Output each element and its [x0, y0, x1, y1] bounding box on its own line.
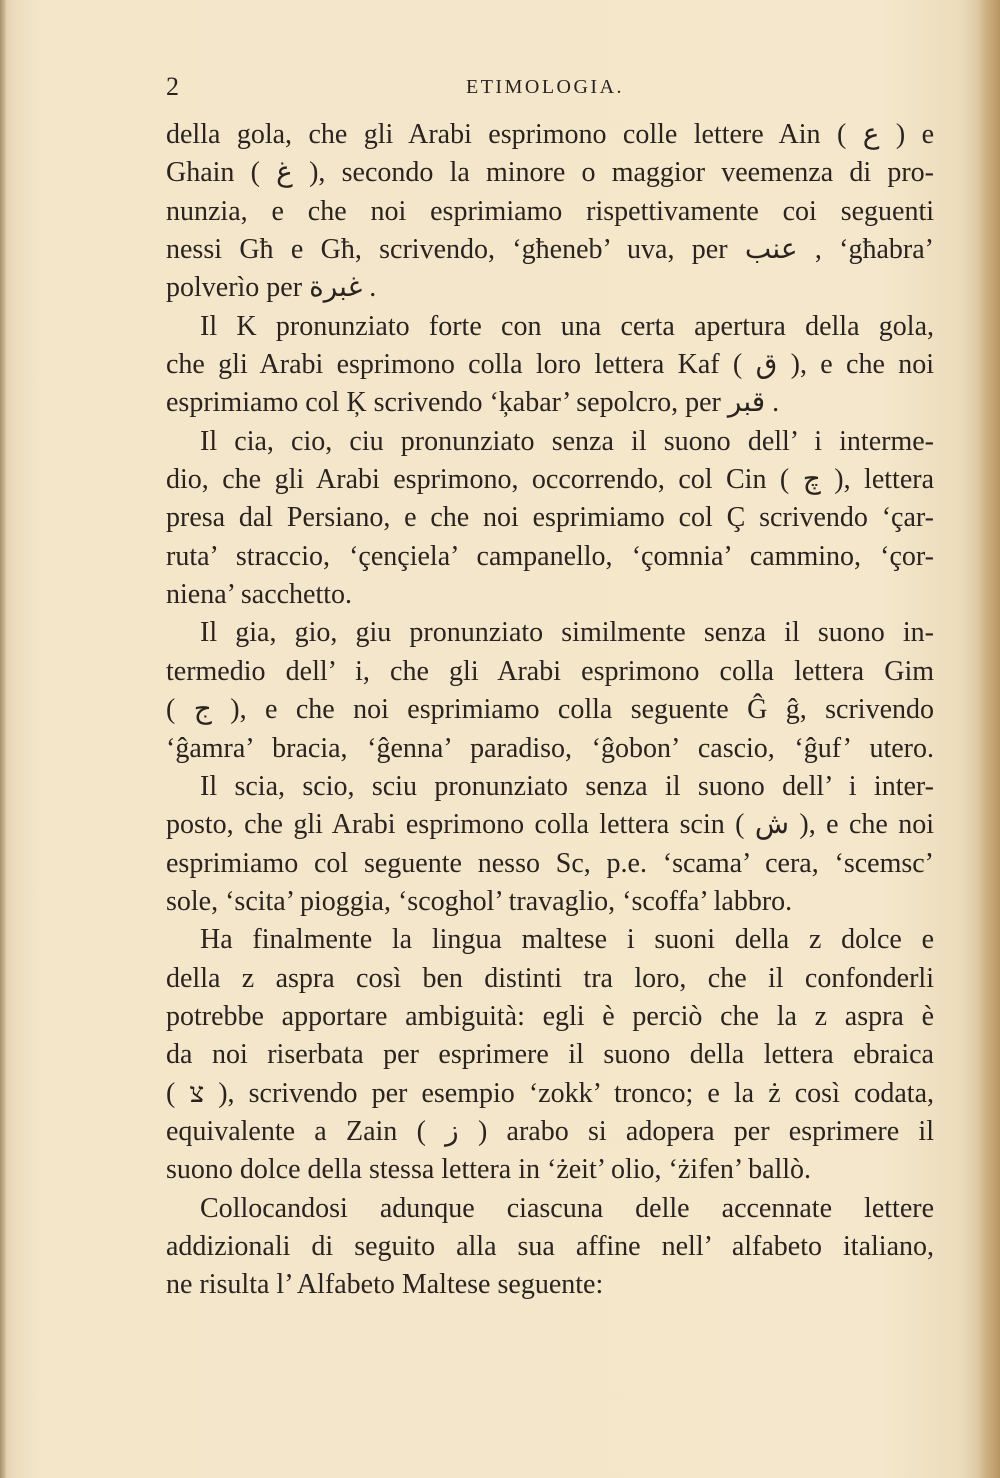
text-line: termedio dell’ i, che gli Arabi esprimono colla lettera Gim — [166, 655, 934, 687]
text-line: equivalente a Zain ( ز ) arabo si adopera per esprimere il — [166, 1115, 934, 1147]
page-edge-left — [0, 0, 6, 1478]
text-line: ruta’ straccio, ‘çençiela’ campanello, ‘çomnia’ cammino, ‘çor- — [166, 540, 934, 572]
text-line: suono dolce della stessa lettera in ‘żeit’ olio, ‘żifen’ ballò. — [166, 1154, 812, 1186]
body-text — [166, 116, 934, 1305]
text-line: dio, che gli Arabi esprimono, occorrendo, col Cin ( چ ), lettera — [166, 464, 934, 496]
text-line: che gli Arabi esprimono colla loro lettera Kaf ( ق ), e che noi — [166, 349, 935, 381]
page-header — [166, 72, 934, 108]
text-line: Il K pronunziato forte con una certa apertura della gola, — [200, 310, 934, 342]
text-line: Il scia, scio, sciu pronunziato senza il suono dell’ i inter- — [200, 770, 934, 802]
text-line: da noi riserbata per esprimere il suono della lettera ebraica — [166, 1039, 934, 1071]
running-head: ETIMOLOGIA. — [466, 76, 625, 98]
text-line: nunzia, e che noi esprimiamo rispettivamente coi seguenti — [166, 195, 934, 227]
text-line: ( צ ), scrivendo per esempio ‘zokk’ tronco; e la ż così codata, — [166, 1077, 935, 1109]
text-line: Il cia, cio, ciu pronunziato senza il suono dell’ i interme- — [200, 425, 934, 457]
text-line: addizionali di seguito alla sua affine nell’ alfabeto italiano, — [166, 1230, 934, 1262]
text-line: ne risulta l’ Alfabeto Maltese seguente: — [166, 1269, 604, 1301]
page-number: 2 — [166, 72, 179, 101]
text-line: sole, ‘scita’ pioggia, ‘scoghol’ travaglio, ‘scoffa’ labbro. — [166, 885, 793, 917]
page-edge-right — [978, 0, 1000, 1478]
text-line: posto, che gli Arabi esprimono colla lettera scin ( ش ), e che noi — [166, 809, 934, 841]
text-line: polverìo per غبرة . — [166, 272, 377, 304]
text-line: presa dal Persiano, e che noi esprimiamo col Ç scrivendo ‘çar- — [166, 502, 934, 534]
text-line: Ghain ( غ ), secondo la minore o maggior veemenza di pro- — [166, 157, 934, 189]
text-line: niena’ sacchetto. — [166, 579, 353, 611]
text-line: ‘ĝamra’ bracia, ‘ĝenna’ paradiso, ‘ĝobon’ cascio, ‘ĝuf’ utero. — [166, 732, 934, 764]
text-line: esprimiamo col seguente nesso Sc, p.e. ‘scama’ cera, ‘scemsc’ — [166, 847, 934, 879]
text-line: Ha finalmente la lingua maltese i suoni della z dolce e — [200, 924, 934, 956]
text-line: Il gia, gio, giu pronunziato similmente senza il suono in- — [200, 617, 934, 649]
text-line: potrebbe apportare ambiguità: egli è perciò che la z aspra è — [166, 1000, 934, 1032]
text-line: esprimiamo col Ķ scrivendo ‘ķabar’ sepolcro, per قبر . — [166, 387, 780, 419]
text-line: nessi Għ e Għ, scrivendo, ‘għeneb’ uva, per عنب , ‘għabra’ — [166, 234, 934, 266]
text-line: della z aspra così ben distinti tra loro, che il confonderli — [166, 962, 934, 994]
text-line: Collocandosi adunque ciascuna delle accennate lettere — [200, 1192, 934, 1224]
text-line: della gola, che gli Arabi esprimono colle lettere Ain ( ع ) e — [166, 119, 934, 150]
text-line: ( ج ), e che noi esprimiamo colla seguente Ĝ ĝ, scrivendo — [166, 694, 935, 726]
